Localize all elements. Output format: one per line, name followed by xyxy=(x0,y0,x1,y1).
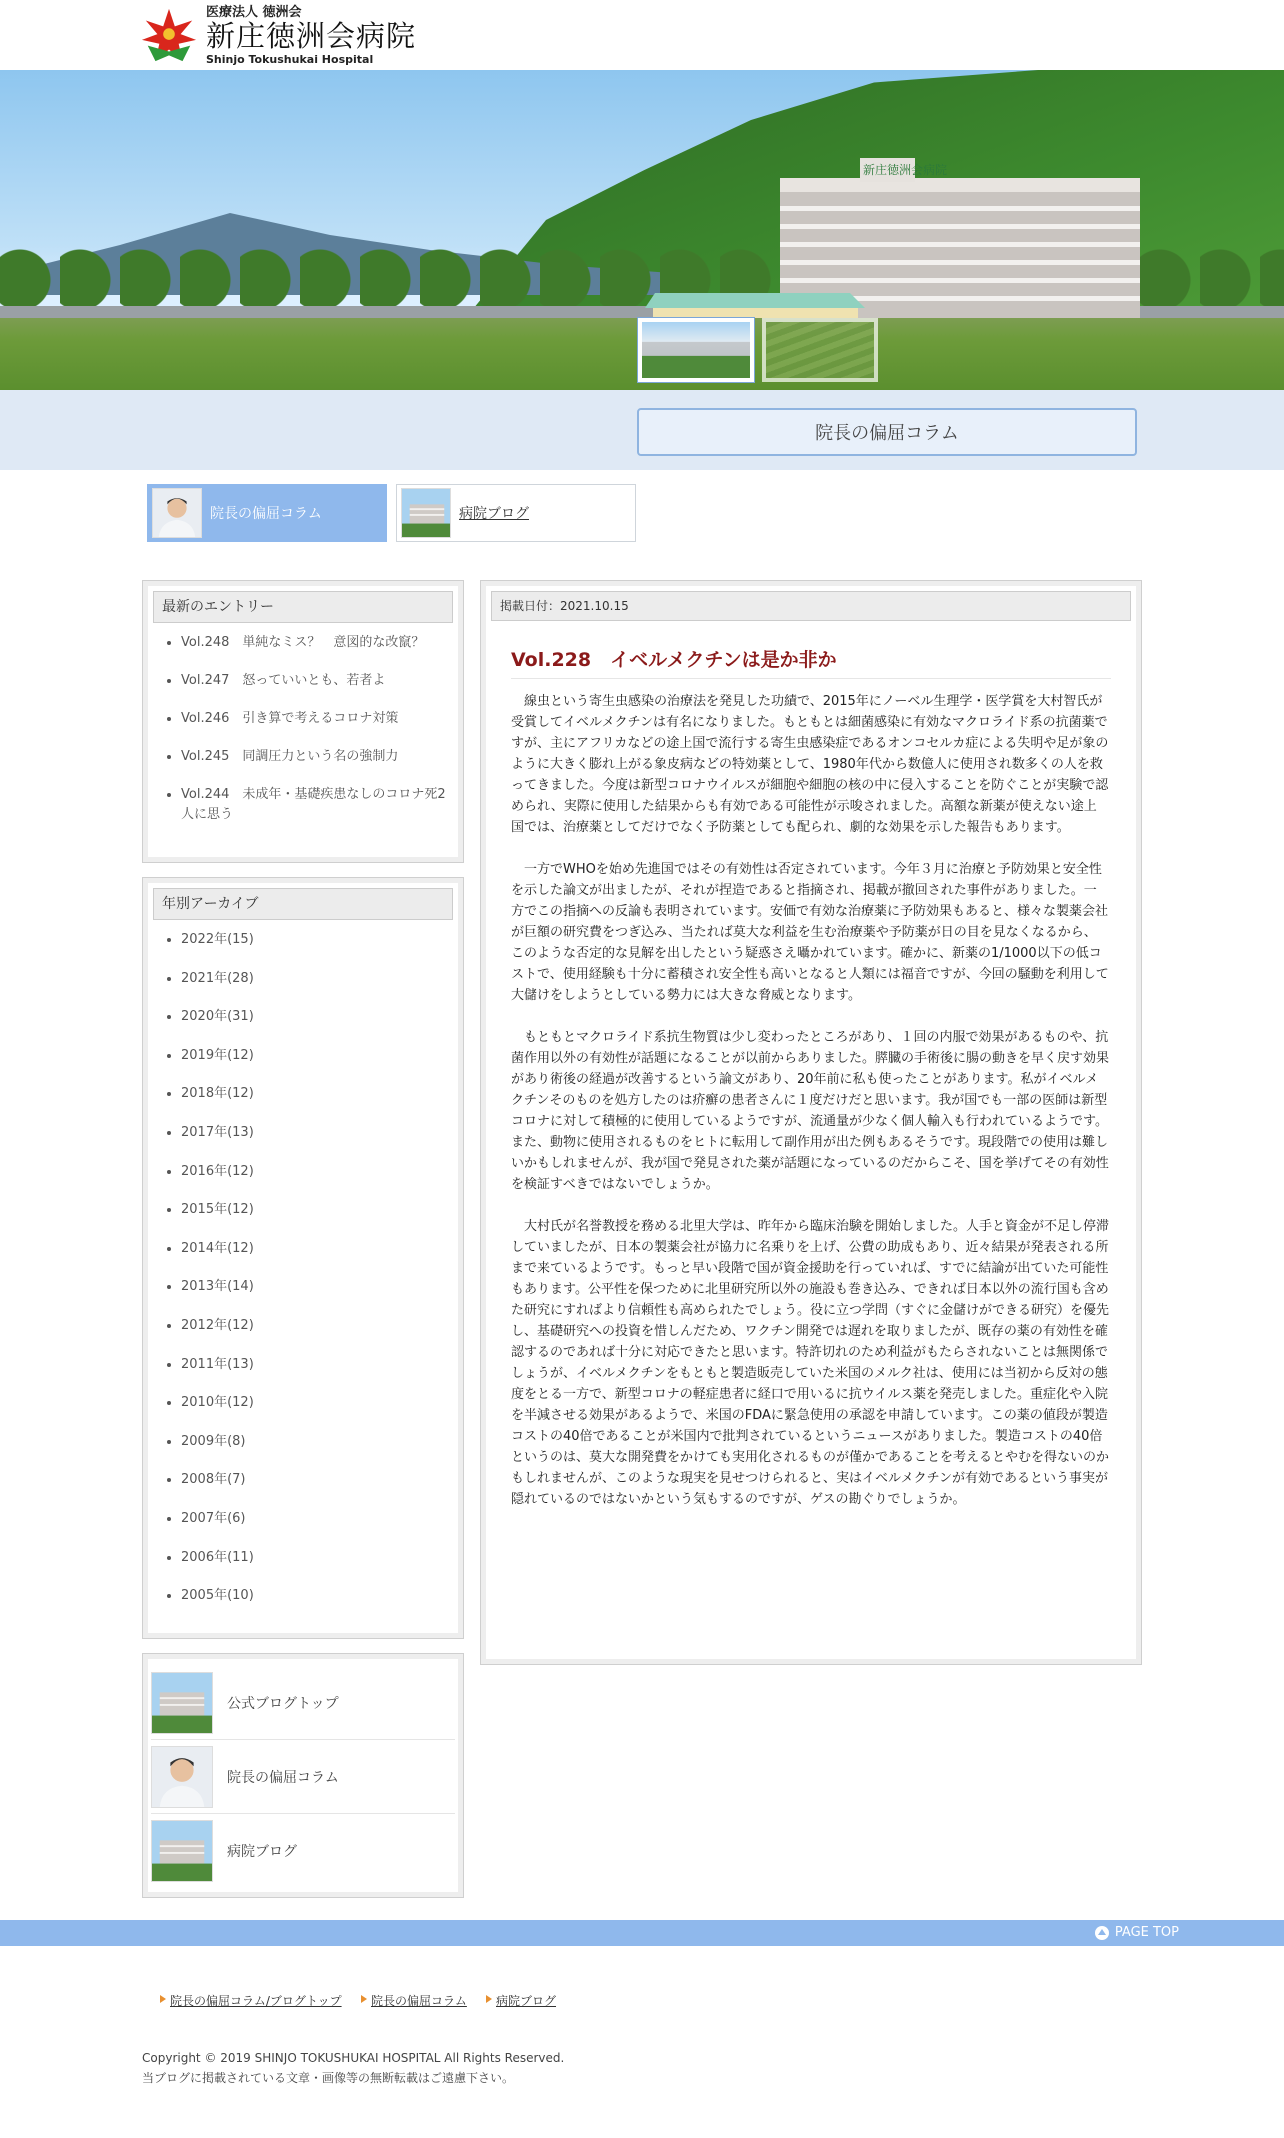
list-item xyxy=(181,969,453,989)
hospital-thumbnail xyxy=(151,1672,213,1734)
archive-link[interactable]: 2005年(10) xyxy=(181,1588,254,1604)
blog-post xyxy=(480,580,1142,1665)
archive-link[interactable]: 2007年(6) xyxy=(181,1510,246,1526)
copyright-text: Copyright © 2019 SHINJO TOKUSHUKAI HOSPITAL All Rights Reserved. xyxy=(142,2051,565,2065)
archive-link[interactable]: 2006年(11) xyxy=(181,1549,254,1565)
recent-entries-widget xyxy=(142,580,464,863)
archive-link[interactable]: 2008年(7) xyxy=(181,1472,246,1488)
hero-thumbnails xyxy=(638,318,878,382)
entry-link[interactable]: Vol.248 単純なミス？ 意図的な改竄？ xyxy=(181,635,425,650)
page-top-button[interactable] xyxy=(1095,1925,1179,1940)
title-band xyxy=(0,390,1284,470)
hero-thumbnail-1[interactable] xyxy=(638,318,754,382)
post-date: 掲載日付：2021.10.15 xyxy=(491,591,1131,621)
logo-subtitle: 医療法人 徳洲会 xyxy=(206,5,302,20)
director-avatar xyxy=(152,488,202,538)
arrow-up-icon xyxy=(1095,1926,1109,1940)
archive-link[interactable]: 2012年(12) xyxy=(181,1317,254,1333)
logo-title: 新庄徳洲会病院 xyxy=(206,19,417,53)
hospital-blog-link[interactable] xyxy=(151,1814,455,1888)
post-title: Vol.228 イベルメクチンは是か非か xyxy=(511,645,1111,679)
director-avatar xyxy=(151,1746,213,1808)
building-sign: 新庄徳洲会病院 xyxy=(863,163,948,177)
archive-link[interactable]: 2015年(12) xyxy=(181,1202,254,1218)
footer-link-director-column[interactable]: 院長の偏屈コラム xyxy=(361,1992,467,2009)
entry-link[interactable]: Vol.245 同調圧力という名の強制力 xyxy=(181,749,399,764)
list-item xyxy=(181,930,453,950)
list-item xyxy=(181,1239,453,1259)
entry-link[interactable]: Vol.244 未成年・基礎疾患なしのコロナ死2人に思う xyxy=(181,787,446,822)
post-paragraph: もともとマクロライド系抗生物質は少し変わったところがあり、１回の内服で効果があるものや、抗菌作用以外の有効性が話題になることが以前からありました。膵臓の手術後に腸の動きを早く戻す効果があり術後の経過が改善するという論文があり、20年前に私も使ったことがあります。私がイベルメクチンそのものを処方したのは疥癬の患者さんに１度だけだと思います。我が国でも一部の医師は新型コロナに対して積極的に使用しているようですが、流通量が少なく個人輸入も行われているようです。また、動物に使用されるものをヒトに転用して副作用が出た例もあるそうです。現段階での使用は難しいかもしれませんが、我が国で発見された薬が話題になっているのだからこそ、国を挙げてその有効性を検証すべきではないでしょうか。 xyxy=(511,1030,1110,1192)
category-tabs xyxy=(0,470,1284,580)
blog-links-widget xyxy=(142,1653,464,1898)
list-item xyxy=(181,1007,453,1027)
tab-hospital-blog-label: 病院ブログ xyxy=(459,506,529,522)
recent-entries-title: 最新のエントリー xyxy=(153,591,453,623)
page-top-label: PAGE TOP xyxy=(1114,1925,1179,1940)
list-item xyxy=(181,709,453,729)
archive-link[interactable]: 2011年(13) xyxy=(181,1356,254,1372)
footer-links xyxy=(0,1946,1284,2026)
post-paragraph: 線虫という寄生虫感染の治療法を発見した功績で、2015年にノーベル生理学・医学賞を大村智氏が受賞してイベルメクチンは有名になりました。もともとは細菌感染に有効なマクロライド系の抗菌薬ですが、主にアフリカなどの途上国で流行する寄生虫感染症であるオンコセルカ症による失明や足が象のように大きく膨れ上がる象皮病などの特効薬として、1980年代から数億人に使用され数多くの人を救ってきました。今度は新型コロナウイルスが細胞や細胞の核の中に侵入することを防ぐことが実験で認められ、実際に使用した結果からも有効である可能性が示唆されました。高額な新薬が使えない途上国では、治療薬としてだけでなく予防薬としても配られ、劇的な効果を示した報告もあります。 xyxy=(511,694,1109,835)
list-item xyxy=(181,1548,453,1568)
list-item xyxy=(181,1200,453,1220)
blog-title: 院長の偏屈コラム xyxy=(637,408,1137,456)
list-item xyxy=(181,1509,453,1529)
copyright xyxy=(0,2048,1284,2088)
hospital-logo[interactable] xyxy=(140,6,416,65)
footer-link-hospital-blog[interactable]: 病院ブログ xyxy=(486,1992,556,2009)
post-body xyxy=(511,691,1109,1510)
archive-link[interactable]: 2018年(12) xyxy=(181,1086,254,1102)
site-footer xyxy=(0,1946,1284,2088)
site-header xyxy=(0,0,1284,70)
archive-link[interactable]: 2013年(14) xyxy=(181,1279,254,1295)
list-item xyxy=(181,1046,453,1066)
logo-english: Shinjo Tokushukai Hospital xyxy=(206,53,374,66)
yearly-archive-title: 年別アーカイブ xyxy=(153,888,453,920)
director-column-link[interactable] xyxy=(151,1740,455,1814)
tab-hospital-blog[interactable] xyxy=(396,484,636,542)
director-column-label: 院長の偏屈コラム xyxy=(227,1769,339,1786)
archive-link[interactable]: 2022年(15) xyxy=(181,932,254,947)
tab-director-column[interactable] xyxy=(147,484,387,542)
archive-link[interactable]: 2017年(13) xyxy=(181,1124,254,1140)
list-item xyxy=(181,1084,453,1104)
archive-link[interactable]: 2019年(12) xyxy=(181,1047,254,1063)
yearly-archive-widget xyxy=(142,877,464,1639)
post-paragraph: 大村氏が名誉教授を務める北里大学は、昨年から臨床治験を開始しました。人手と資金が不足し停滞していましたが、日本の製薬会社が協力に名乗りを上げ、公費の助成もあり、近々結果が発表される所まで来ているようです。もっと早い段階で国が資金援助を行っていれば、すでに結論が出ていた可能性もあります。公平性を保つために北里研究所以外の施設も巻き込み、できれば日本以外の流行国も含めた研究にすればより信頼性も高められたでしょう。役に立つ学問（すぐに金儲けができる研究）を優先し、基礎研究への投資を惜しんだため、ワクチン開発では遅れを取りましたが、既存の薬の有効性を確認するのであれば十分に対応できたと思います。特許切れのため利益がもたらされないことは無関係でしょうが、イベルメクチンをもともと製造販売していた米国のメルク社は、使用には当初から反対の態度をとる一方で、新型コロナの軽症患者に経口で用いるに抗ウイルス薬を発売しました。重症化や入院を半減させる効果があるようで、米国のFDAに緊急使用の承認を申請しています。この薬の値段が製造コストの40倍であることが米国内で批判されているというニュースがありました。製造コストの40倍というのは、莫大な開発費をかけても実用化されるものが僅かであることを考えるとやむを得ないのかもしれませんが、このような現実を見せつけられると、実はイベルメクチンが有効であるという事実が隠れているのではないかという気もするのですが、ゲスの勘ぐりでしょうか。 xyxy=(511,1219,1110,1507)
list-item xyxy=(181,1316,453,1336)
footer-link-blog-top[interactable]: 院長の偏屈コラム/ブログトップ xyxy=(160,1992,342,2009)
post-paragraph: 一方でWHOを始め先進国ではその有効性は否定されています。今年３月に治療と予防効果と安全性を示した論文が出ましたが、それが捏造であると指摘され、掲載が撤回された事件がありました。一方でこの指摘への反論も表明されています。安価で有効な治療薬に予防効果もあると、様々な製薬会社が巨額の研究費をつぎ込み、当たれば莫大な利益を生む治療薬や予防薬が日の目を見なくなるから、このような否定的な見解を出したという疑惑さえ囁かれています。確かに、新薬の1/1000以下の低コストで、使用経験も十分に蓄積され安全性も高いとなると人類には福音ですが、今回の騒動を利用して大儲けをしようとしている勢力には大きな脅威となります。 xyxy=(511,862,1109,1003)
hero-banner xyxy=(0,70,1284,390)
archive-link[interactable]: 2020年(31) xyxy=(181,1009,254,1025)
content-area xyxy=(0,580,1284,1920)
list-item xyxy=(181,1432,453,1452)
official-blog-top-label: 公式ブログトップ xyxy=(227,1695,339,1712)
tab-director-column-label: 院長の偏屈コラム xyxy=(210,506,322,522)
archive-link[interactable]: 2021年(28) xyxy=(181,970,254,986)
logo-flower-icon xyxy=(140,7,198,65)
list-item xyxy=(181,633,453,653)
list-item xyxy=(181,785,453,825)
archive-link[interactable]: 2009年(8) xyxy=(181,1433,246,1449)
hero-thumbnail-2[interactable] xyxy=(762,318,878,382)
archive-link[interactable]: 2014年(12) xyxy=(181,1240,254,1256)
list-item xyxy=(181,1277,453,1297)
page-top-bar xyxy=(0,1920,1284,1946)
list-item xyxy=(181,1162,453,1182)
hospital-thumbnail xyxy=(401,488,451,538)
hospital-thumbnail xyxy=(151,1820,213,1882)
entry-link[interactable]: Vol.247 怒っていいとも、若者よ xyxy=(181,673,386,688)
hospital-blog-label: 病院ブログ xyxy=(227,1844,297,1860)
list-item xyxy=(181,1355,453,1375)
list-item xyxy=(181,1123,453,1143)
entry-link[interactable]: Vol.246 引き算で考えるコロナ対策 xyxy=(181,711,399,726)
list-item xyxy=(181,1586,453,1606)
list-item xyxy=(181,1470,453,1490)
archive-link[interactable]: 2010年(12) xyxy=(181,1395,254,1411)
list-item xyxy=(181,1393,453,1413)
official-blog-top-link[interactable] xyxy=(151,1666,455,1740)
archive-link[interactable]: 2016年(12) xyxy=(181,1163,254,1179)
list-item xyxy=(181,747,453,767)
reproduction-notice: 当ブログに掲載されている文章・画像等の無断転載はご遠慮下さい。 xyxy=(142,2071,515,2085)
list-item xyxy=(181,671,453,691)
